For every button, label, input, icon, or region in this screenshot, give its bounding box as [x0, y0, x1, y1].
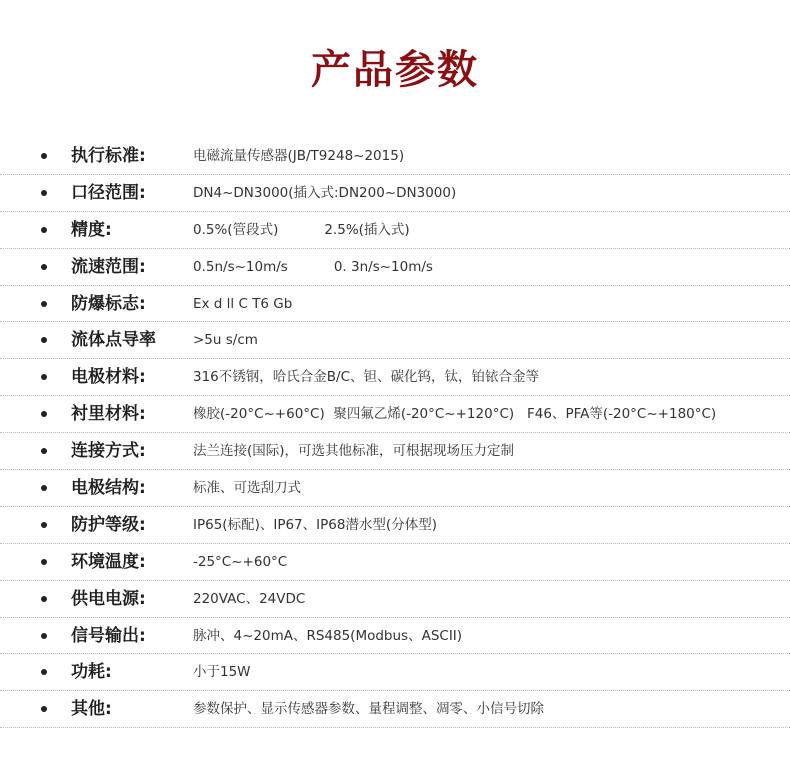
bullet-icon	[41, 337, 47, 343]
spec-row-conductivity	[0, 322, 790, 359]
spec-value: 316不锈钢，哈氏合金B/C、钽、碳化钨，钛，铂铱合金等	[193, 369, 540, 386]
spec-value: Ex d ll C T6 Gb	[193, 295, 293, 312]
spec-row-electrode-structure	[0, 470, 790, 507]
bullet-icon	[41, 301, 47, 307]
spec-label: 衬里材料:	[71, 404, 146, 425]
spec-row-connection	[0, 433, 790, 470]
spec-row-other	[0, 691, 790, 728]
spec-list	[0, 138, 790, 728]
spec-value: 脉冲、4~20mA、RS485(Modbus、ASCII)	[193, 627, 463, 644]
spec-value: 法兰连接(国际)，可选其他标准，可根据现场压力定制	[193, 443, 515, 460]
spec-label: 功耗:	[71, 662, 112, 683]
spec-row-diameter	[0, 175, 790, 212]
bullet-icon	[41, 264, 47, 270]
spec-value: -25°C~+60°C	[193, 553, 288, 570]
spec-value: >5u s/cm	[193, 332, 258, 349]
bullet-icon	[41, 669, 47, 675]
spec-label: 流体点导率	[71, 330, 156, 351]
spec-value-group	[193, 212, 410, 248]
spec-value: 220VAC、24VDC	[193, 590, 306, 607]
spec-value: 电磁流量传感器(JB/T9248~2015)	[193, 148, 405, 164]
bullet-icon	[41, 227, 47, 233]
spec-row-explosion-proof	[0, 286, 790, 323]
spec-label: 防爆标志:	[71, 293, 146, 314]
bullet-icon	[41, 596, 47, 602]
spec-label: 防护等级:	[71, 514, 146, 535]
spec-label: 电极材料:	[71, 367, 146, 388]
spec-label: 电极结构:	[71, 478, 146, 499]
spec-value: 0.5%(管段式)	[193, 221, 279, 238]
page-title: 产品参数	[311, 47, 479, 93]
bullet-icon	[41, 485, 47, 491]
spec-label: 执行标准:	[71, 146, 146, 166]
spec-value: IP65(标配)、IP67、IP68潜水型(分体型)	[193, 516, 437, 533]
spec-row-lining-material	[0, 396, 790, 433]
spec-row-protection	[0, 507, 790, 544]
spec-label: 环境温度:	[71, 551, 146, 572]
bullet-icon	[41, 190, 47, 196]
bullet-icon	[41, 559, 47, 565]
spec-label: 口径范围:	[71, 182, 146, 203]
spec-value: DN4~DN3000(插入式:DN200~DN3000)	[193, 184, 457, 201]
bullet-icon	[41, 633, 47, 639]
spec-label: 连接方式:	[71, 441, 146, 462]
spec-row-standard	[0, 138, 790, 175]
spec-value: 0.5n/s~10m/s	[193, 258, 288, 275]
spec-row-velocity	[0, 249, 790, 286]
spec-value: 标准、可选刮刀式	[193, 480, 301, 497]
spec-value: 橡胶(-20°C~+60°C) 聚四氟乙烯(-20°C~+120°C) F46、PFA等(-20°C~+180°C)	[193, 406, 717, 423]
bullet-icon	[41, 448, 47, 454]
spec-row-power-supply	[0, 581, 790, 618]
spec-row-electrode-material	[0, 359, 790, 396]
spec-value: 参数保护、显示传感器参数、量程调整、凋零、小信号切除	[193, 701, 544, 718]
spec-row-power-consumption	[0, 654, 790, 691]
bullet-icon	[41, 411, 47, 417]
spec-row-ambient-temp	[0, 544, 790, 581]
bullet-icon	[41, 374, 47, 380]
spec-label: 其他:	[71, 699, 112, 720]
spec-row-signal-output	[0, 618, 790, 655]
spec-label: 信号输出:	[71, 625, 146, 646]
bullet-icon	[41, 153, 47, 159]
spec-label: 精度:	[71, 219, 112, 240]
spec-value: 小于15W	[193, 664, 251, 681]
spec-value-secondary: 2.5%(插入式)	[324, 221, 410, 238]
bullet-icon	[41, 522, 47, 528]
spec-row-accuracy	[0, 212, 790, 249]
spec-value-secondary: 0. 3n/s~10m/s	[333, 258, 433, 275]
spec-value-group	[193, 249, 433, 285]
spec-label: 流速范围:	[71, 256, 146, 277]
spec-label: 供电电源:	[71, 588, 146, 609]
bullet-icon	[41, 706, 47, 712]
